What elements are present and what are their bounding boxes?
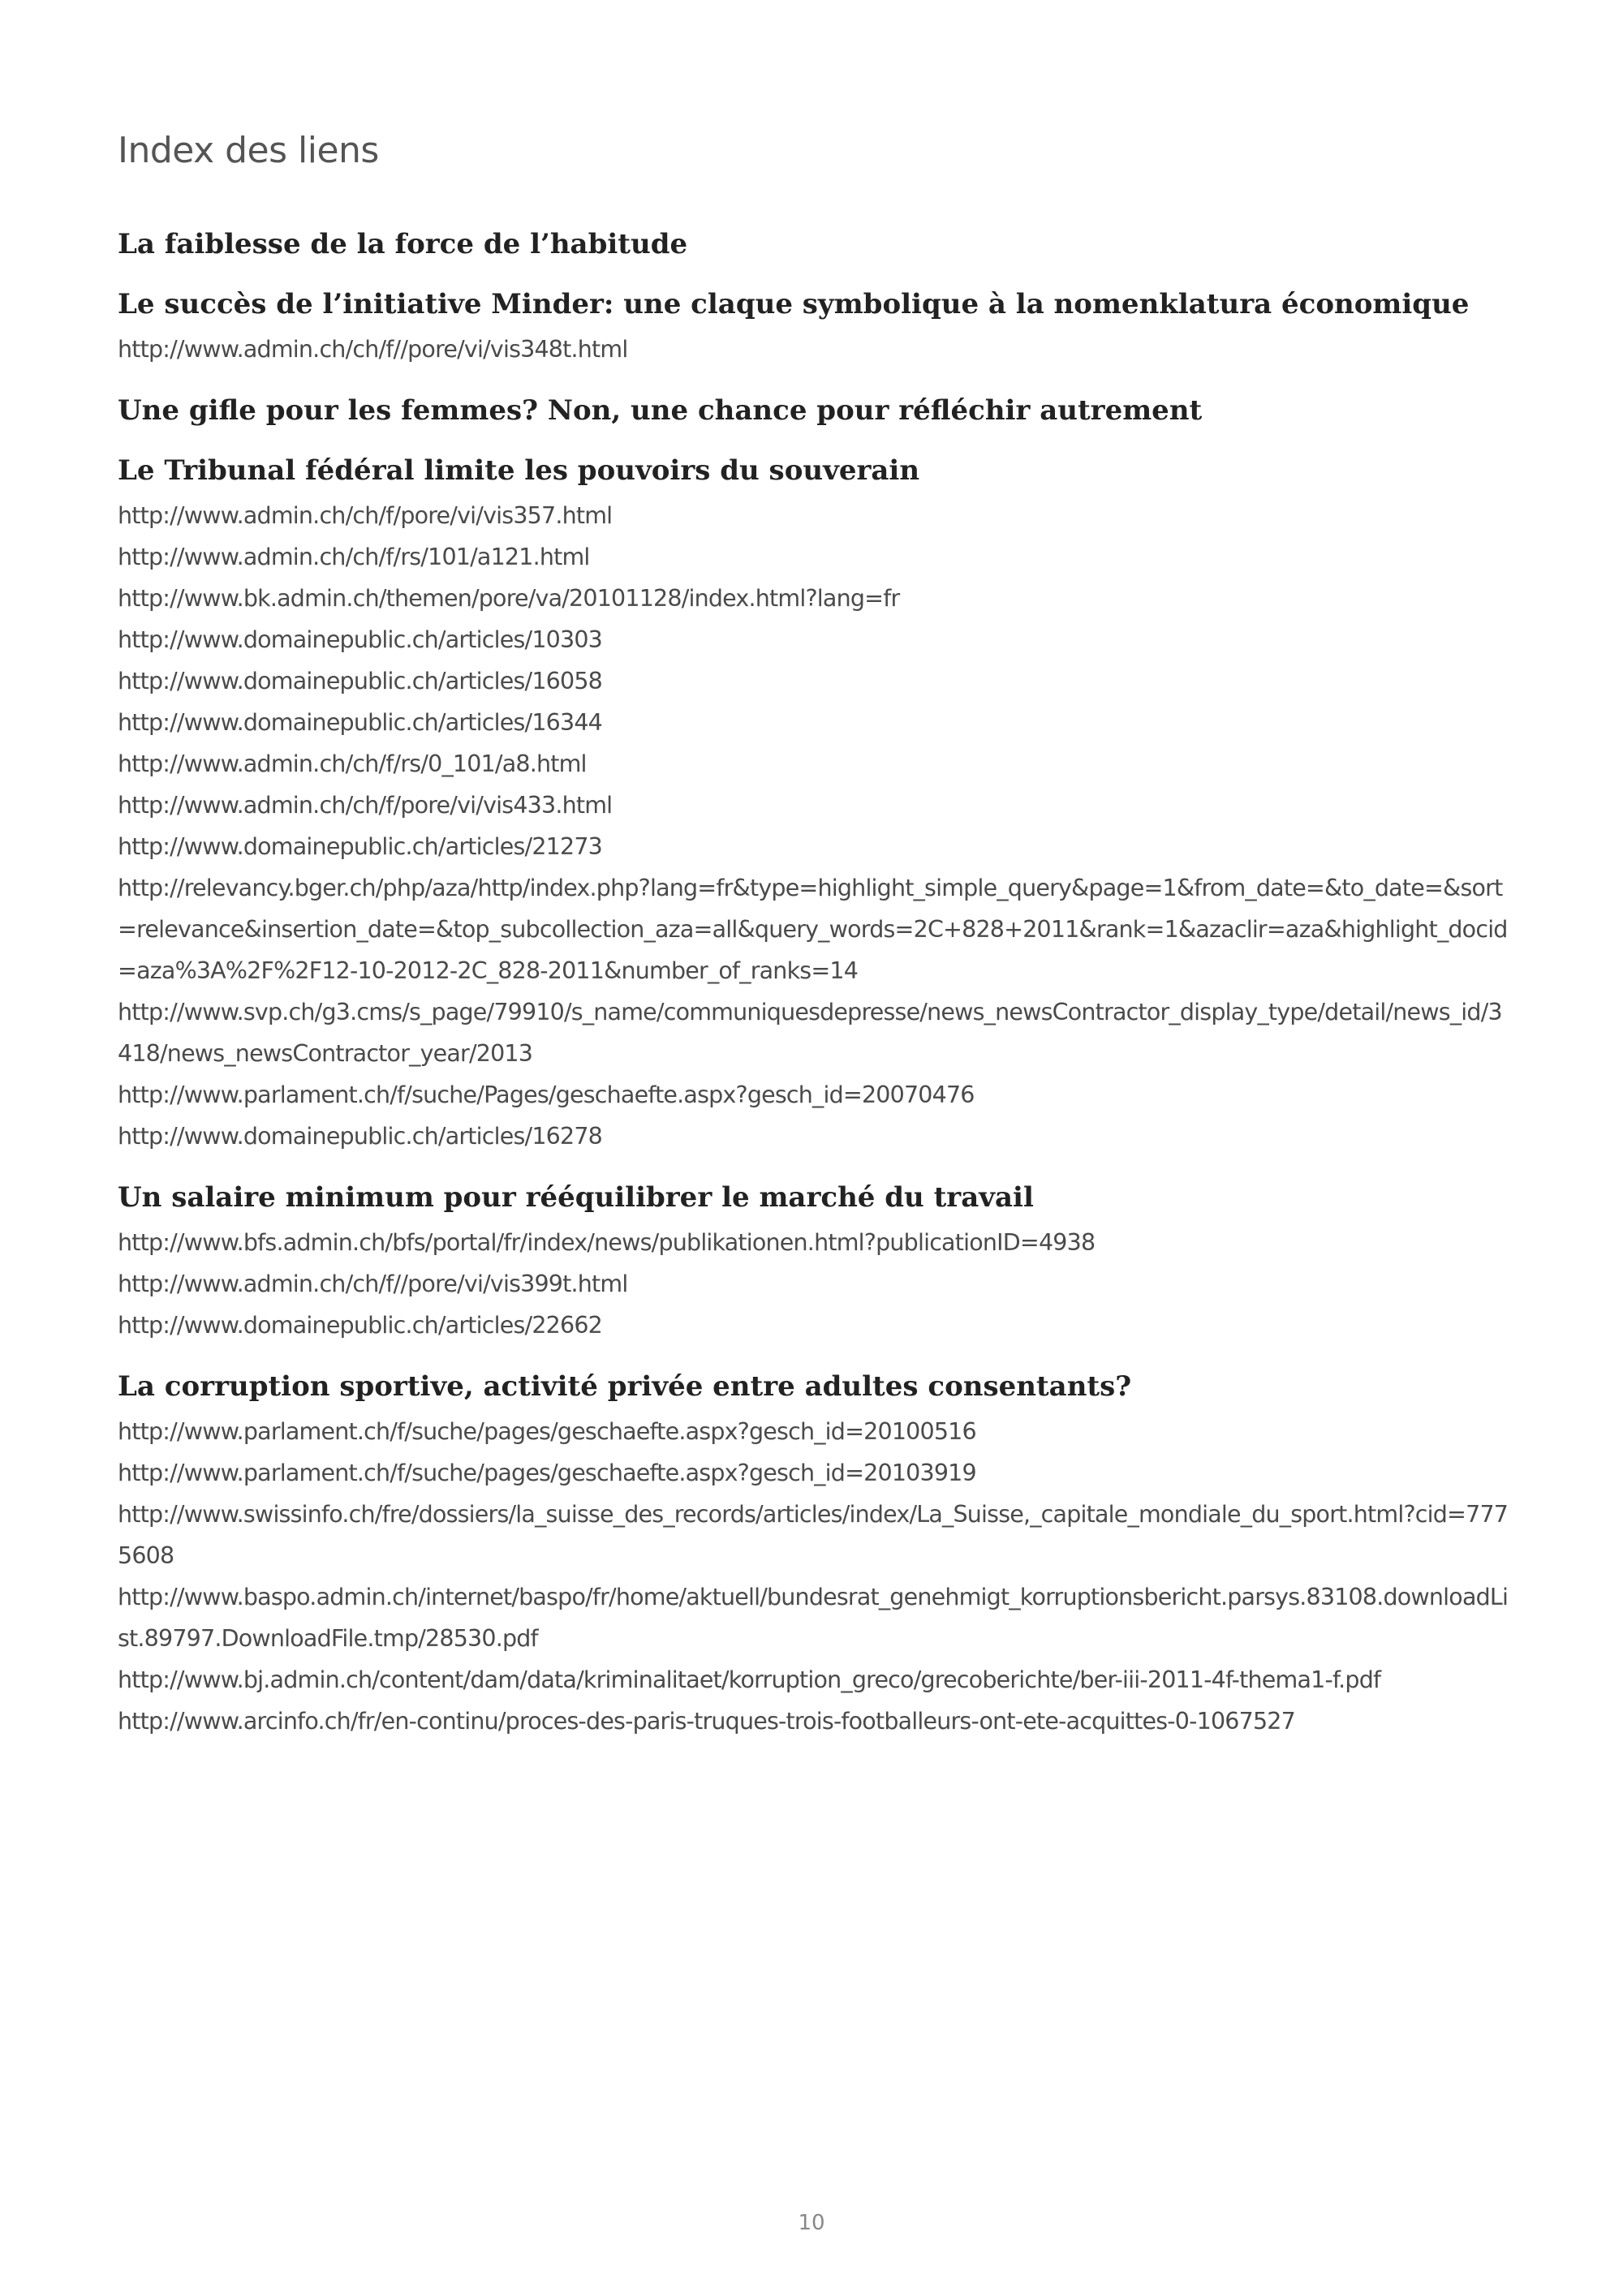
url-link[interactable]: http://www.bk.admin.ch/themen/pore/va/20101128/index.html?lang=fr <box>118 585 900 612</box>
link-section <box>118 285 1513 370</box>
url-link[interactable]: http://www.domainepublic.ch/articles/10303 <box>118 626 603 653</box>
url-link[interactable]: http://relevancy.bger.ch/php/aza/http/index.php?lang=fr&type=highlight_simple_query&page=1&from_date=&to_date=&sort=relevance&insertion_date=&top_subcollection_aza=all&query_words=2C+828+2011&rank=1&azaclir=aza&highlight_docid=aza%3A%2F%2F12-10-2012-2C_828-2011&number_of_ranks=14 <box>118 875 1508 984</box>
url-link[interactable]: http://www.domainepublic.ch/articles/16278 <box>118 1123 603 1150</box>
section-title: Le succès de l’initiative Minder: une claque symbolique à la nomenklatura économique <box>118 288 1470 320</box>
url-link[interactable]: http://www.admin.ch/ch/f//pore/vi/vis399t.html <box>118 1271 628 1297</box>
url-link[interactable]: http://www.swissinfo.ch/fre/dossiers/la_suisse_des_records/articles/index/La_Suisse,_capitale_mondiale_du_sport.html?cid=7775608 <box>118 1501 1509 1569</box>
url-link[interactable]: http://www.admin.ch/ch/f//pore/vi/vis348t.html <box>118 336 628 363</box>
url-link[interactable]: http://www.admin.ch/ch/f/pore/vi/vis357.html <box>118 502 613 529</box>
url-link[interactable]: http://www.admin.ch/ch/f/rs/0_101/a8.html <box>118 750 587 777</box>
url-link[interactable]: http://www.bfs.admin.ch/bfs/portal/fr/index/news/publikationen.html?publicationID=4938 <box>118 1229 1096 1256</box>
section-title: La corruption sportive, activité privée entre adultes consentants? <box>118 1370 1132 1403</box>
link-index <box>118 225 1513 1742</box>
link-section <box>118 451 1513 1157</box>
url-link[interactable]: http://www.parlament.ch/f/suche/pages/geschaefte.aspx?gesch_id=20100516 <box>118 1418 976 1445</box>
document-page <box>118 122 1513 1763</box>
page-number: 10 <box>798 2211 825 2235</box>
link-section <box>118 1367 1513 1742</box>
link-section <box>118 391 1513 430</box>
link-section <box>118 225 1513 264</box>
url-link[interactable]: http://www.admin.ch/ch/f/rs/101/a121.html <box>118 544 590 570</box>
section-title: La faiblesse de la force de l’habitude <box>118 228 688 260</box>
url-link[interactable]: http://www.arcinfo.ch/fr/en-continu/proces-des-paris-truques-trois-footballeurs-ont-ete-acquittes-0-1067527 <box>118 1708 1295 1735</box>
section-title: Le Tribunal fédéral limite les pouvoirs du souverain <box>118 454 920 487</box>
url-link[interactable]: http://www.bj.admin.ch/content/dam/data/kriminalitaet/korruption_greco/grecoberichte/ber-iii-2011-4f-thema1-f.pdf <box>118 1666 1381 1693</box>
page-title: Index des liens <box>118 130 379 171</box>
section-title: Un salaire minimum pour rééquilibrer le marché du travail <box>118 1181 1034 1214</box>
link-section <box>118 1178 1513 1346</box>
url-link[interactable]: http://www.parlament.ch/f/suche/Pages/geschaefte.aspx?gesch_id=20070476 <box>118 1081 975 1108</box>
url-link[interactable]: http://www.svp.ch/g3.cms/s_page/79910/s_name/communiquesdepresse/news_newsContractor_display_type/detail/news_id/3418/news_newsContractor_year/2013 <box>118 999 1502 1067</box>
url-link[interactable]: http://www.domainepublic.ch/articles/16344 <box>118 709 603 736</box>
url-link[interactable]: http://www.baspo.admin.ch/internet/baspo/fr/home/aktuell/bundesrat_genehmigt_korruptionsbericht.parsys.83108.downloadList.89797.DownloadFile.tmp/28530.pdf <box>118 1584 1509 1652</box>
url-link[interactable]: http://www.domainepublic.ch/articles/16058 <box>118 668 603 694</box>
url-link[interactable]: http://www.domainepublic.ch/articles/22662 <box>118 1312 603 1339</box>
section-title: Une gifle pour les femmes? Non, une chance pour réfléchir autrement <box>118 394 1203 427</box>
url-link[interactable]: http://www.domainepublic.ch/articles/21273 <box>118 833 603 860</box>
url-link[interactable]: http://www.parlament.ch/f/suche/pages/geschaefte.aspx?gesch_id=20103919 <box>118 1460 976 1486</box>
url-link[interactable]: http://www.admin.ch/ch/f/pore/vi/vis433.html <box>118 792 613 819</box>
